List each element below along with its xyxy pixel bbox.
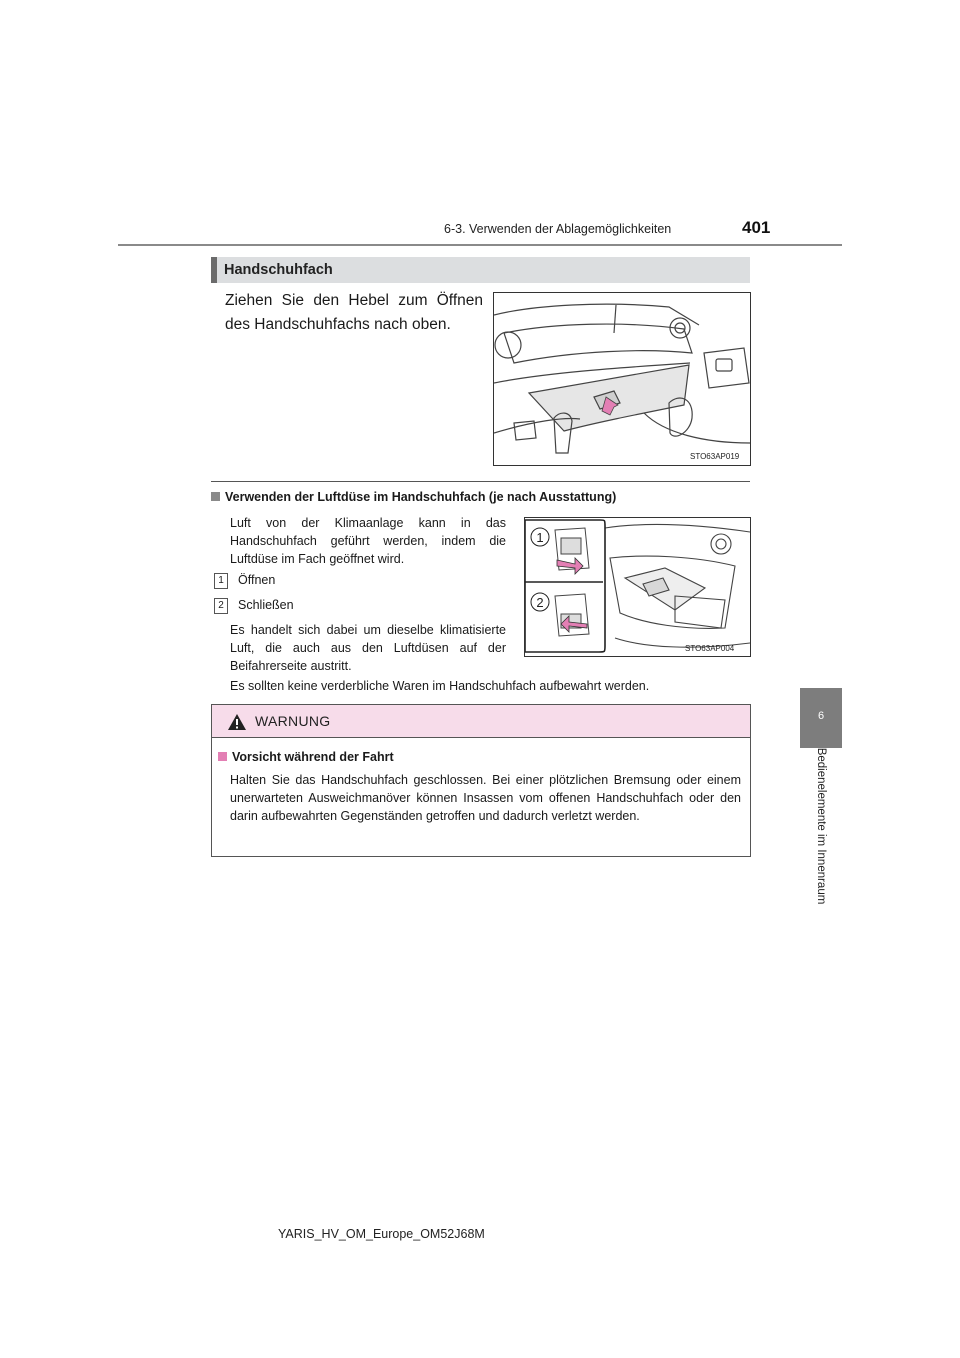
- step-label: Öffnen: [238, 573, 276, 587]
- step-item: [214, 598, 294, 614]
- figure-code: STO63AP019: [690, 452, 740, 461]
- subsection-title: Verwenden der Luftdüse im Handschuhfach (je nach Ausstattung): [211, 490, 616, 504]
- subsection-description: Luft von der Klimaanlage kann in das Handschuhfach geführt werden, indem die Luftdüse im Fach geöffnet wird.: [230, 516, 506, 566]
- note-conditioned-air: Es handelt sich dabei um dieselbe klimatisierte Luft, die auch aus den Luftdüsen auf der Beifahrerseite austritt.: [230, 623, 506, 673]
- warning-text: Halten Sie das Handschuhfach geschlossen. Bei einer plötzlichen Bremsung oder einem unerwarteten Ausweichmanöver können Insassen vom offenen Handschuhfach oder den darin aufbewahrten Gegenständen getroffen und dadurch verletzt werden.: [230, 773, 741, 823]
- glovebox-drawing: [494, 293, 750, 465]
- warning-subtitle: Vorsicht während der Fahrt: [218, 750, 394, 764]
- warning-box: [211, 704, 751, 857]
- note-perishables: Es sollten keine verderbliche Waren im Handschuhfach aufbewahrt werden.: [230, 679, 650, 693]
- air-vent-drawing: [525, 518, 750, 656]
- chapter-label: Bedienelemente im Innenraum: [815, 747, 827, 905]
- section-intro: Ziehen Sie den Hebel zum Öffnen des Handschuhfachs nach oben.: [225, 292, 483, 333]
- step-item: [214, 573, 275, 589]
- section-title: Handschuhfach: [224, 262, 333, 278]
- section-divider: [211, 481, 750, 482]
- warning-header: [212, 705, 750, 738]
- warning-triangle-icon: [227, 713, 247, 731]
- warning-title: WARNUNG: [255, 713, 331, 729]
- page-number: 401: [742, 218, 771, 237]
- step-number: 2: [214, 598, 228, 614]
- header-rule: [118, 244, 842, 246]
- header-section-title: 6-3. Verwenden der Ablagemöglichkeiten: [444, 222, 672, 236]
- step-label: Schließen: [238, 598, 294, 612]
- chapter-number: 6: [817, 710, 825, 722]
- figure-code: STO63AP004: [685, 644, 735, 653]
- bullet-square-icon: [218, 752, 227, 761]
- air-vent-illustration: [524, 517, 751, 657]
- footer-doc-id: YARIS_HV_OM_Europe_OM52J68M: [278, 1227, 485, 1241]
- callout-1: 1: [536, 530, 544, 545]
- callout-2: 2: [536, 595, 544, 610]
- step-number: 1: [214, 573, 228, 589]
- section-title-accent: [211, 257, 217, 283]
- bullet-square-icon: [211, 492, 220, 501]
- glovebox-illustration: [493, 292, 751, 466]
